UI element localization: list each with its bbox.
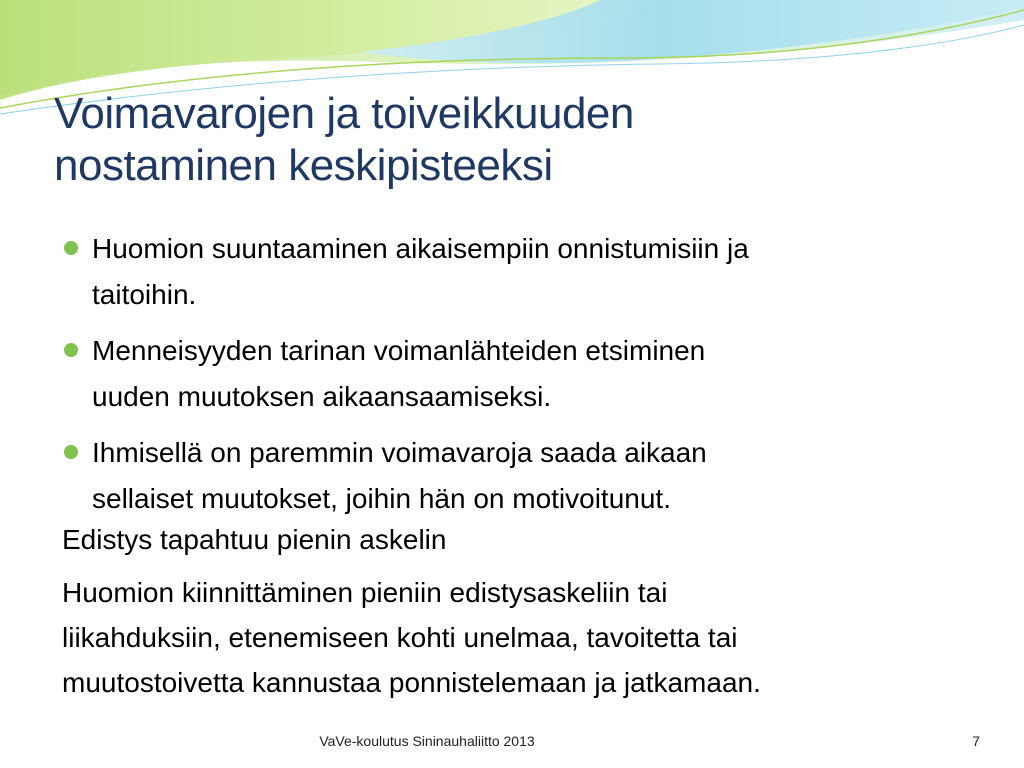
bullet-text-line: Ihmisellä on paremmin voimavaroja saada aikaan xyxy=(92,437,707,468)
bullet-item xyxy=(62,328,982,420)
paragraph-line: liikahduksiin, etenemiseen kohti unelmaa, tavoitetta tai xyxy=(62,622,738,653)
bullet-list xyxy=(62,226,982,532)
bullet-item xyxy=(62,226,982,318)
subheading: Edistys tapahtuu pienin askelin xyxy=(62,524,447,555)
bullet-text-line: Huomion suuntaaminen aikaisempiin onnistumisiin ja xyxy=(92,233,749,264)
page-number: 7 xyxy=(972,733,980,749)
body-paragraph xyxy=(62,570,1002,705)
paragraph-line: muutostoivetta kannustaa ponnistelemaan ja jatkamaan. xyxy=(62,667,761,698)
slide-title xyxy=(54,88,994,192)
bullet-dot-icon xyxy=(64,445,78,459)
bullet-item xyxy=(62,430,982,522)
title-line: nostaminen keskipisteeksi xyxy=(54,141,553,190)
paragraph-line: Huomion kiinnittäminen pieniin edistysaskeliin tai xyxy=(62,577,668,608)
bullet-text-line: taitoihin. xyxy=(92,279,197,310)
slide-footer: VaVe-koulutus Sininauhaliitto 2013 xyxy=(319,733,535,749)
bullet-text-line: sellaiset muutokset, joihin hän on motivoitunut. xyxy=(92,483,671,514)
bullet-dot-icon xyxy=(64,343,78,357)
bullet-text-line: Menneisyyden tarinan voimanlähteiden etsiminen xyxy=(92,335,706,366)
bullet-text-line: uuden muutoksen aikaansaamiseksi. xyxy=(92,381,552,412)
title-line: Voimavarojen ja toiveikkuuden xyxy=(54,89,634,138)
bullet-dot-icon xyxy=(64,241,78,255)
